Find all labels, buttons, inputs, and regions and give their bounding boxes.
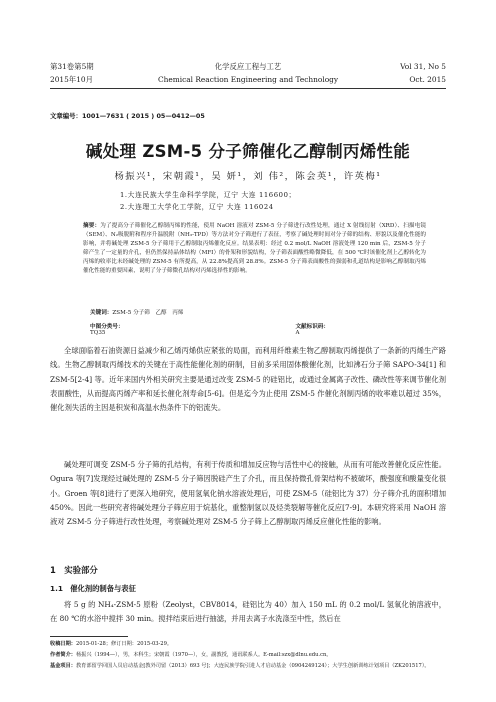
header-rule bbox=[50, 88, 446, 89]
header-volume-en: Vol 31, No 5 bbox=[400, 62, 446, 71]
abstract bbox=[83, 222, 426, 277]
header-date-en: Oct. 2015 bbox=[409, 75, 446, 84]
header-journal-en: Chemical Reaction Engineering and Technology bbox=[157, 75, 339, 84]
header-row-1 bbox=[50, 62, 446, 72]
keywords-text: ZSM-5 分子筛 乙醇 丙烯 bbox=[112, 310, 184, 316]
header-date-cn: 2015年10月 bbox=[50, 75, 93, 84]
affiliation-1: 1.大连民族大学生命科学学院，辽宁 大连 116600； bbox=[120, 191, 296, 199]
author-list: 杨振兴¹，宋朝霞¹，吴 妍¹，刘 伟²，陈会英¹，许英梅¹ bbox=[114, 171, 382, 182]
footnote-fund: 基金项目：教育部留学回国人员启动基金[教外司留（2013）693 号]；大连民族学院引进人才启动基金（0904249124）；大学生创新训练计划项目（ZK201517）。 bbox=[50, 663, 430, 669]
clc-code: 中图分类号：TQ35 bbox=[90, 324, 124, 336]
header-journal-cn: 化学反应工程与工艺 bbox=[214, 62, 282, 71]
footnote-author: 作者简介：杨振兴（1994—），男，本科生；宋朝霞（1970—），女，副教授，通讯联系人。E-mail:szx@dlnu.edu.cn。 bbox=[50, 652, 332, 658]
abstract-text: 为了提高分子筛催化乙醇制丙烯的性能，使用 NaOH 溶液对 ZSM-5 分子筛进行改性处理，通过 X 射线衍射（XRD）、扫描电镜（SEM）、N₂吸脱附和程序升温脱附（NH₃-TPD）等方法对分子筛进行了表征，考察了碱处理时间对分子筛的结构、形貌以及催化性能的影响，并将碱处理 ZSM-5 分子筛用于乙醇制取丙烯催化反应。结果表明：经过 0.2 mol/L NaOH 溶液处理 120 min 后，ZSM-5 分子筛产生了一定量的介孔，但仍然保持晶体结构（MFI）的骨架和形貌结构，分子筛表面酸性略微降低，在 500 ℃时该催化剂上乙醇转化为丙烯的收率比未经碱处理的 ZSM-5 有所提高，从 22.8%提高到 28.8%。ZSM-5 分子筛表面酸性的强弱和孔道结构是影响乙醇制取丙烯催化性能的重要因素，说明了分子筛微孔结构对丙烯选择性的影响。 bbox=[83, 223, 426, 275]
classification-row bbox=[90, 322, 426, 336]
method-paragraph: 将 5 g 的 NH₄-ZSM-5 原粉（Zeolyst，CBV8014，硅铝比为 40）加入 150 mL 的 0.2 mol/L 氢氧化钠溶液中，在 80 ℃的水浴中搅拌 30 min。搅拌结束后进行抽滤，并用去离子水洗涤至中性，然后在 bbox=[50, 600, 446, 624]
document-code: 文献标识码：A bbox=[295, 324, 330, 336]
intro-paragraph-2: 碱处理可调变 ZSM-5 分子筛的孔结构，有利于传质和增加反应物与活性中心的接触，从而有可能改善催化反应性能。Ogura 等[7]发现经过碱处理的 ZSM-5 分子筛因脱硅产生了介孔，而且保持微孔骨架结构不被破坏，酸强度和酸量变化很小。Groen 等[8]进行了更深入地研究，使用氢氧化钠水溶液处理后，可使 ZSM-5（硅铝比为 37）分子筛介孔的面积增加 450%。因此一些研究者将碱处理分子筛应用于烷基化，重整制氢以及烃类裂解等催化反应[7-9]。本研究将采用 NaOH 溶液对 ZSM-5 分子筛进行改性处理，考察碱处理对 ZSM-5 分子筛上乙醇制取丙烯反应催化性能的影响。 bbox=[50, 460, 446, 527]
paper-title: 碱处理 ZSM-5 分子筛催化乙醇制丙烯性能 bbox=[85, 142, 411, 161]
keywords bbox=[90, 308, 426, 316]
subsection-heading-catalyst: 1.1 催化剂的制备与表征 bbox=[50, 584, 136, 593]
header-volume-cn: 第31卷第5期 bbox=[50, 62, 94, 71]
intro-paragraph-1: 全球面临着石油资源日益减少和乙烯丙烯供应紧张的局面，而利用纤维素生物乙醇制取丙烯提供了一条新的丙烯生产路线。生物乙醇制取丙烯技术的关键在于高性能催化剂的研制，目前多采用固体酸催化剂，比如沸石分子筛 SAPO-34[1] 和 ZSM-5[2-4] 等。近年来国内外相关研究主要是通过改变 ZSM-5 的硅铝比，或通过金属离子改性、磷改性等来调节催化剂表面酸性，从而提高丙烯产率和延长催化剂寿命[5-6]。但是迄今为止使用 ZSM-5 作催化剂制丙烯的收率难以超过 35%，催化剂失活的主因是积炭和高温水热条件下的铝流失。 bbox=[50, 346, 446, 413]
affiliation-2: 2.大连理工大学化工学院，辽宁 大连 116024 bbox=[120, 203, 274, 211]
abstract-label: 摘要： bbox=[83, 223, 101, 229]
section-heading-experimental: 1 实验部分 bbox=[50, 565, 98, 575]
header-row-2 bbox=[50, 75, 446, 85]
footnote-rule bbox=[50, 636, 128, 637]
keywords-label: 关键词： bbox=[90, 310, 113, 316]
article-id: 文章编号：1001—7631 ( 2015 ) 05—0412—05 bbox=[50, 112, 205, 120]
footnote-received: 收稿日期：2015-01-28；修订日期：2015-03-29。 bbox=[50, 641, 173, 647]
